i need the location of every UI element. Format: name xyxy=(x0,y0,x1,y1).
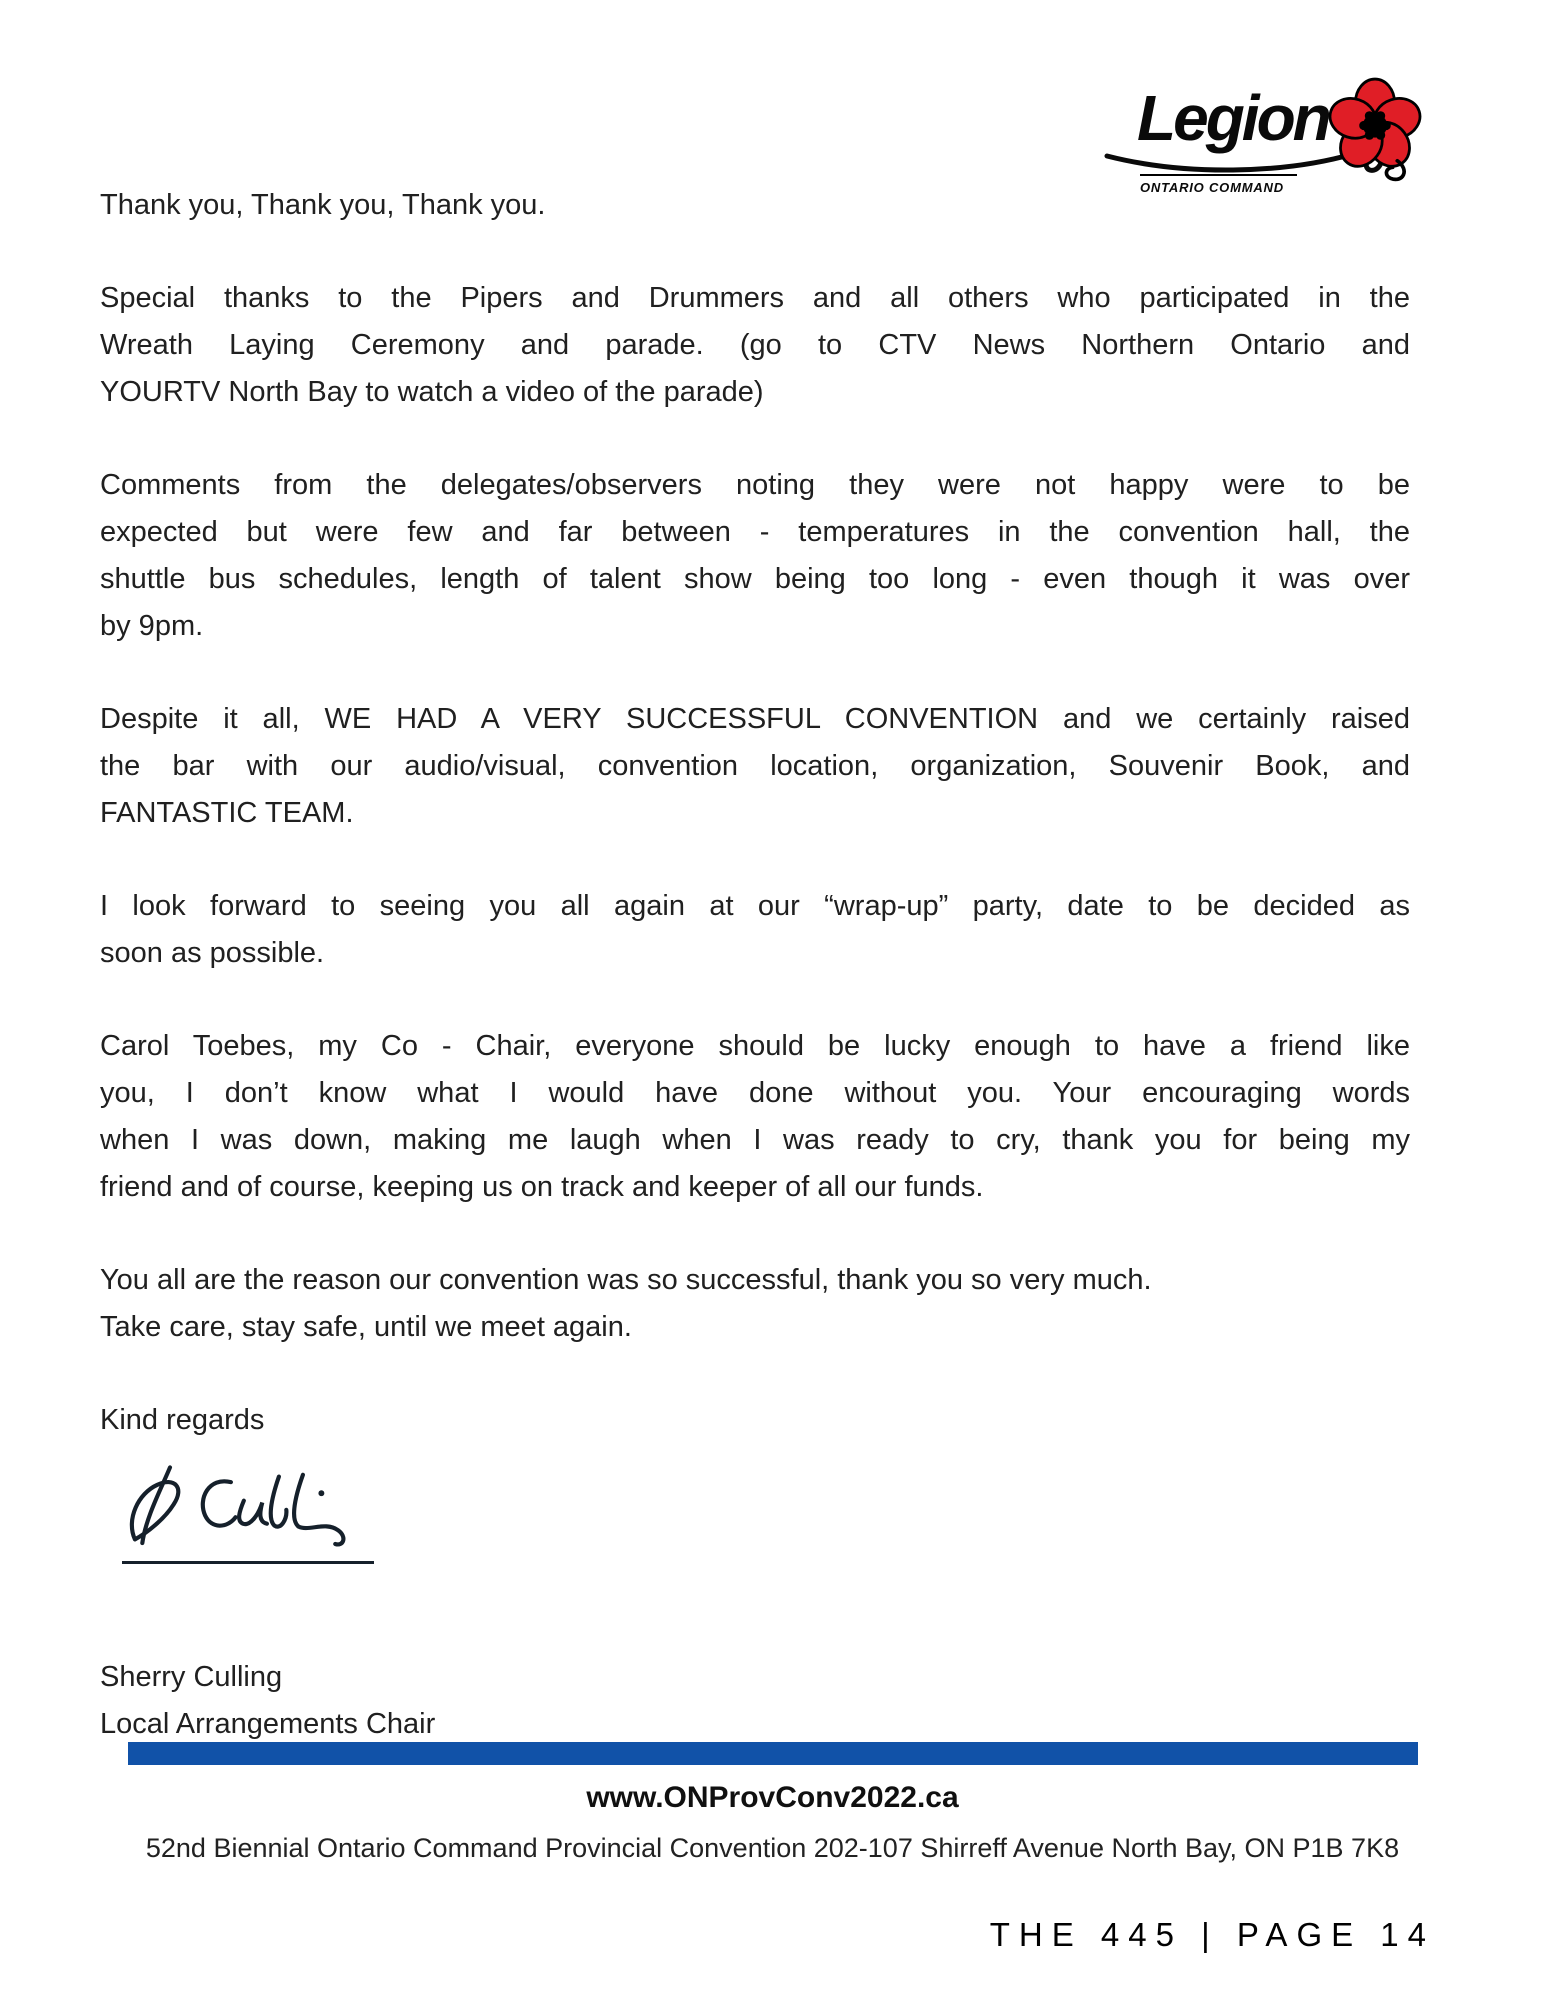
paragraph-comments xyxy=(100,462,1410,650)
ontario-command-label: ONTARIO COMMAND xyxy=(1140,180,1284,195)
letter-line: Comments from the delegates/observers noting they were not happy were to be xyxy=(100,469,1410,501)
letter-line: I look forward to seeing you all again at our “wrap-up” party, date to be decided as xyxy=(100,890,1410,922)
letter-line: FANTASTIC TEAM. xyxy=(100,797,354,829)
poppy-icon xyxy=(1323,76,1427,188)
footer-website-link[interactable]: www.ONProvConv2022.ca xyxy=(586,1781,959,1814)
signature-name: Sherry Culling xyxy=(100,1661,283,1693)
letter-line: YOURTV North Bay to watch a video of the parade) xyxy=(100,376,764,408)
letter-line: Take care, stay safe, until we meet again. xyxy=(100,1311,632,1343)
letter-line: Thank you, Thank you, Thank you. xyxy=(100,189,546,221)
paragraph-wrap-up-party xyxy=(100,883,1410,977)
closing-text: Kind regards xyxy=(100,1404,265,1436)
letter-line: by 9pm. xyxy=(100,610,204,642)
footer-address: 52nd Biennial Ontario Command Provincial Convention 202-107 Shirreff Avenue North Bay, ON P1B 7K8 xyxy=(145,1833,1400,1863)
letter-line: shuttle bus schedules, length of talent show being too long - even though it was over xyxy=(100,563,1410,595)
paragraph-closing-thanks xyxy=(100,1257,1410,1351)
letter-line: soon as possible. xyxy=(100,937,325,969)
footer-divider-bar xyxy=(128,1742,1418,1765)
signature-title: Local Arrangements Chair xyxy=(100,1708,436,1740)
page-number-label: THE 445 | PAGE 14 xyxy=(989,1916,1435,1953)
legion-wordmark: Legion xyxy=(1137,82,1329,154)
letter-line: you, I don’t know what I would have done without you. Your encouraging words xyxy=(100,1077,1410,1109)
paragraph-successful-convention xyxy=(100,696,1410,837)
letter-line: You all are the reason our convention was so successful, thank you so very much. xyxy=(100,1264,1152,1296)
letter-line: expected but were few and far between - temperatures in the convention hall, the xyxy=(100,516,1410,548)
paragraph-carol-toebes xyxy=(100,1023,1410,1211)
letter-body xyxy=(100,182,1410,1748)
paragraph-thank-you xyxy=(100,182,1410,229)
letter-line: Carol Toebes, my Co - Chair, everyone should be lucky enough to have a friend like xyxy=(100,1030,1410,1062)
ontario-command-rule xyxy=(1140,174,1297,176)
letter-line: Special thanks to the Pipers and Drummers and all others who participated in the xyxy=(100,282,1410,314)
letter-line: when I was down, making me laugh when I was ready to cry, thank you for being my xyxy=(100,1124,1410,1156)
closing-clipped xyxy=(100,1397,1410,1439)
paragraph-special-thanks xyxy=(100,275,1410,416)
signature-block xyxy=(122,1457,374,1564)
signature-image xyxy=(122,1457,362,1559)
letter-line: friend and of course, keeping us on track and keeper of all our funds. xyxy=(100,1171,984,1203)
letter-line: the bar with our audio/visual, convention location, organization, Souvenir Book, and xyxy=(100,750,1410,782)
letter-line: Despite it all, WE HAD A VERY SUCCESSFUL CONVENTION and we certainly raised xyxy=(100,703,1410,735)
letter-line: Wreath Laying Ceremony and parade. (go to CTV News Northern Ontario and xyxy=(100,329,1410,361)
